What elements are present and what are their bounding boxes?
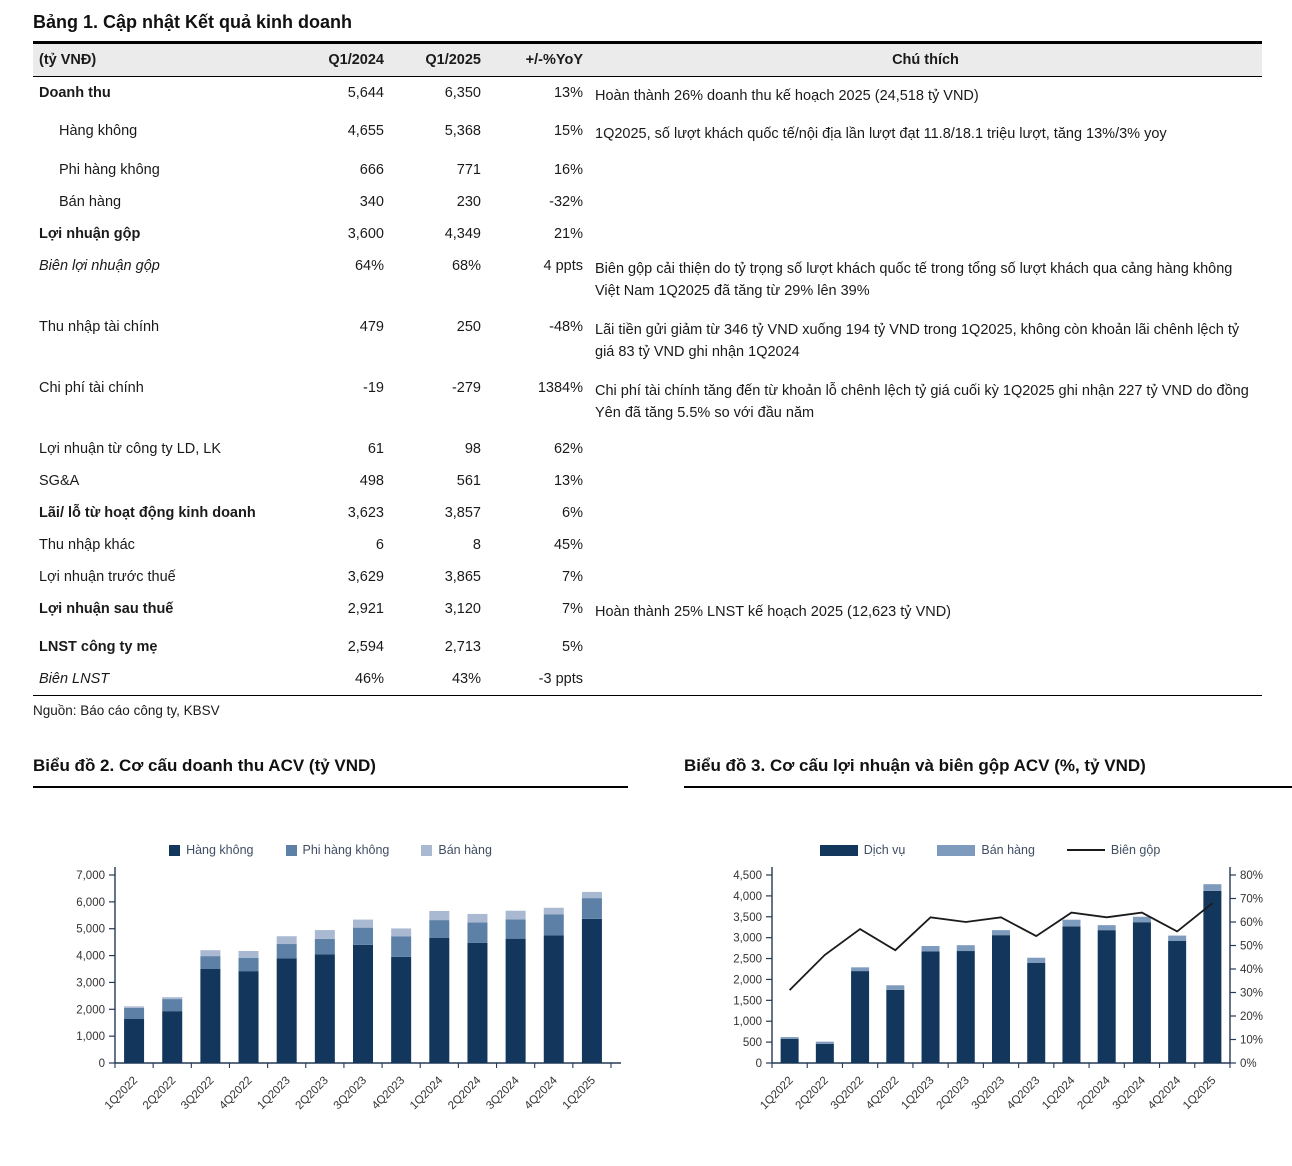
- svg-text:2,000: 2,000: [76, 1004, 105, 1017]
- legend-swatch-icon: [421, 845, 432, 856]
- value-q1-2025: 6,350: [444, 85, 481, 101]
- svg-text:1,500: 1,500: [733, 995, 762, 1008]
- svg-text:3Q2023: 3Q2023: [331, 1074, 370, 1113]
- row-note: [589, 218, 1262, 250]
- row-label: Hàng không: [59, 123, 138, 140]
- row-label: Lãi/ lỗ từ hoạt động kinh doanh: [39, 504, 256, 521]
- value-q1-2025: 2,713: [444, 639, 481, 656]
- value-q1-2025: 3,120: [444, 600, 481, 617]
- svg-text:2Q2023: 2Q2023: [934, 1074, 972, 1113]
- table-title: Bảng 1. Cập nhật Kết quả kinh doanh: [33, 12, 353, 32]
- revenue-structure-chart: [33, 756, 628, 1166]
- row-label: Bán hàng: [59, 193, 122, 210]
- row-label: Biên LNST: [39, 671, 110, 688]
- row-note: [589, 497, 1262, 529]
- svg-text:6,000: 6,000: [76, 897, 105, 910]
- table-row: [33, 77, 1262, 116]
- legend-item: [820, 843, 906, 857]
- row-note: [589, 631, 1262, 663]
- table-row: [33, 561, 1262, 593]
- row-label: Lợi nhuận từ công ty LD, LK: [39, 440, 222, 457]
- value-yoy: 45%: [553, 536, 583, 553]
- svg-text:1,000: 1,000: [76, 1031, 105, 1044]
- table-row: [33, 631, 1262, 663]
- row-label: Lợi nhuận trước thuế: [39, 568, 176, 585]
- profit-chart-svg: [684, 861, 1292, 1161]
- value-q1-2025: 3,857: [444, 504, 481, 521]
- value-q1-2024: 3,600: [347, 225, 384, 242]
- col-header-note: Chú thích: [589, 43, 1262, 77]
- value-q1-2024: 3,623: [347, 504, 384, 521]
- value-q1-2024: -19: [363, 379, 384, 396]
- legend-label: Bán hàng: [438, 843, 492, 858]
- row-note: [589, 529, 1262, 561]
- svg-text:4,000: 4,000: [733, 891, 762, 904]
- svg-text:40%: 40%: [1240, 964, 1264, 977]
- legend-label: Biên gộp: [1110, 843, 1161, 858]
- row-note: Hoàn thành 26% doanh thu kế hoạch 2025 (24,518 tỷ VND): [595, 88, 979, 104]
- col-header-q1-2024: Q1/2024: [295, 43, 390, 77]
- svg-text:4,500: 4,500: [733, 870, 762, 883]
- value-q1-2024: 5,644: [347, 85, 384, 101]
- value-yoy: 4 ppts: [543, 257, 583, 274]
- svg-text:70%: 70%: [1240, 893, 1264, 906]
- svg-text:1Q2024: 1Q2024: [1040, 1074, 1078, 1113]
- svg-text:3Q2022: 3Q2022: [179, 1074, 217, 1113]
- legend-item: [421, 843, 492, 857]
- row-label: Phi hàng không: [59, 161, 160, 178]
- row-label: Biên lợi nhuận gộp: [39, 257, 160, 274]
- row-label: SG&A: [39, 472, 80, 489]
- svg-text:3,000: 3,000: [733, 932, 762, 945]
- value-q1-2024: 479: [359, 318, 384, 335]
- svg-text:4Q2022: 4Q2022: [217, 1074, 255, 1113]
- legend-item: [937, 843, 1035, 857]
- svg-text:4Q2023: 4Q2023: [1004, 1074, 1043, 1113]
- value-yoy: -32%: [549, 193, 583, 210]
- value-yoy: 7%: [562, 568, 583, 585]
- svg-text:2,500: 2,500: [733, 953, 762, 966]
- svg-text:4Q2023: 4Q2023: [369, 1074, 408, 1113]
- value-yoy: 62%: [553, 440, 583, 457]
- value-q1-2025: 8: [472, 536, 481, 553]
- svg-text:0: 0: [755, 1058, 762, 1071]
- table-row: [33, 372, 1262, 433]
- table-row: [33, 218, 1262, 250]
- svg-text:4Q2024: 4Q2024: [522, 1074, 560, 1113]
- value-yoy: 13%: [553, 85, 583, 101]
- row-note: [589, 561, 1262, 593]
- svg-text:500: 500: [742, 1037, 762, 1050]
- svg-text:2Q2024: 2Q2024: [446, 1074, 484, 1113]
- svg-text:1Q2022: 1Q2022: [758, 1074, 796, 1113]
- svg-text:60%: 60%: [1240, 917, 1264, 930]
- source-note: Nguồn: Báo cáo công ty, KBSV: [33, 703, 220, 719]
- table-row: [33, 663, 1262, 696]
- value-q1-2025: 68%: [451, 257, 481, 274]
- value-q1-2024: 6: [375, 536, 384, 553]
- results-table-section: [33, 12, 1262, 718]
- legend-swatch-icon: [937, 845, 975, 856]
- value-q1-2024: 61: [367, 440, 384, 457]
- svg-text:4,000: 4,000: [76, 950, 105, 963]
- svg-text:10%: 10%: [1240, 1034, 1264, 1047]
- value-yoy: 5%: [562, 639, 583, 656]
- row-label: Lợi nhuận gộp: [39, 225, 141, 242]
- row-note: [589, 433, 1262, 465]
- svg-text:80%: 80%: [1240, 870, 1264, 883]
- table-row: [33, 186, 1262, 218]
- table-row: [33, 529, 1262, 561]
- legend-label: Phi hàng không: [302, 843, 390, 858]
- value-q1-2024: 4,655: [347, 123, 384, 140]
- row-note: [589, 186, 1262, 218]
- value-q1-2025: 3,865: [444, 568, 481, 585]
- col-header-unit: (tỷ VNĐ): [33, 43, 295, 77]
- table-row: [33, 593, 1262, 631]
- value-q1-2025: 4,349: [444, 225, 481, 242]
- value-q1-2025: 250: [456, 318, 481, 335]
- table-row: [33, 497, 1262, 529]
- table-header: [33, 43, 1262, 77]
- svg-text:1Q2023: 1Q2023: [899, 1074, 937, 1113]
- value-q1-2025: 43%: [451, 671, 481, 688]
- svg-text:1,000: 1,000: [733, 1016, 762, 1029]
- value-q1-2024: 3,629: [347, 568, 384, 585]
- svg-text:1Q2023: 1Q2023: [255, 1074, 293, 1113]
- svg-text:50%: 50%: [1240, 940, 1264, 953]
- value-q1-2025: 771: [456, 161, 481, 178]
- svg-text:2Q2022: 2Q2022: [793, 1074, 831, 1113]
- value-q1-2024: 2,921: [347, 600, 384, 617]
- svg-text:30%: 30%: [1240, 987, 1264, 1000]
- value-yoy: -3 ppts: [538, 671, 583, 688]
- value-q1-2025: 561: [456, 472, 481, 489]
- chart2-legend: [33, 843, 628, 857]
- legend-label: Dịch vụ: [863, 843, 906, 858]
- legend-swatch-icon: [286, 845, 297, 856]
- row-note: [589, 465, 1262, 497]
- chart3-title: Biểu đồ 3. Cơ cấu lợi nhuận và biên gộp ACV (%, tỷ VND): [684, 756, 1292, 788]
- row-note: 1Q2025, số lượt khách quốc tế/nội địa lần lượt đạt 11.8/18.1 triệu lượt, tăng 13%/3% yoy: [595, 126, 1167, 143]
- col-header-yoy: +/-%YoY: [487, 43, 589, 77]
- svg-text:4Q2024: 4Q2024: [1145, 1074, 1184, 1113]
- value-yoy: 7%: [562, 600, 583, 617]
- chart3-legend: [684, 843, 1292, 857]
- col-header-q1-2025: Q1/2025: [390, 43, 487, 77]
- svg-text:2,000: 2,000: [733, 974, 762, 987]
- value-q1-2024: 64%: [354, 257, 384, 274]
- svg-text:5,000: 5,000: [76, 923, 105, 936]
- value-yoy: -48%: [549, 318, 583, 335]
- legend-swatch-icon: [820, 845, 858, 856]
- value-q1-2024: 666: [359, 161, 384, 178]
- svg-text:2Q2024: 2Q2024: [1075, 1074, 1113, 1113]
- legend-label: Hàng không: [186, 843, 254, 858]
- value-q1-2024: 340: [359, 193, 384, 210]
- profit-margin-chart: [684, 756, 1292, 1166]
- svg-text:0%: 0%: [1240, 1058, 1257, 1071]
- value-yoy: 16%: [553, 161, 583, 178]
- svg-text:1Q2025: 1Q2025: [1181, 1074, 1219, 1113]
- legend-label: Bán hàng: [981, 843, 1035, 858]
- svg-text:4Q2022: 4Q2022: [863, 1074, 902, 1113]
- svg-text:3,500: 3,500: [733, 911, 762, 924]
- charts-section: [33, 756, 1262, 1166]
- table-row: [33, 115, 1262, 153]
- value-q1-2024: 2,594: [347, 639, 384, 656]
- value-q1-2025: 5,368: [444, 123, 481, 140]
- table-row: [33, 154, 1262, 186]
- row-note: Lãi tiền gửi giảm từ 346 tỷ VND xuống 194 tỷ VND trong 1Q2025, không còn khoản lãi chênh lệch tỷ giá 83 tỷ VND ghi nhận 1Q2024: [595, 321, 1240, 361]
- table-row: [33, 465, 1262, 497]
- row-note: [589, 154, 1262, 186]
- svg-text:3Q2024: 3Q2024: [1110, 1074, 1149, 1113]
- row-label: Doanh thu: [39, 85, 111, 101]
- legend-swatch-icon: [1067, 849, 1105, 851]
- value-yoy: 1384%: [537, 379, 583, 396]
- legend-item: [169, 843, 253, 857]
- svg-text:20%: 20%: [1240, 1011, 1264, 1024]
- value-yoy: 15%: [553, 123, 583, 140]
- results-table: [33, 41, 1262, 696]
- svg-text:0: 0: [98, 1058, 105, 1071]
- legend-item: [1067, 843, 1160, 857]
- value-q1-2024: 498: [359, 472, 384, 489]
- row-note: [589, 663, 1262, 696]
- row-label: Thu nhập khác: [39, 536, 135, 553]
- table-row: [33, 311, 1262, 372]
- row-note: Chi phí tài chính tăng đến từ khoản lỗ chênh lệch tỷ giá cuối kỳ 1Q2025 ghi nhận 227 tỷ VND do đồng Yên đã tăng 5.5% so với đầu năm: [595, 382, 1249, 422]
- value-q1-2024: 46%: [354, 671, 384, 688]
- revenue-chart-svg: [33, 861, 628, 1161]
- legend-swatch-icon: [169, 845, 180, 856]
- table-row: [33, 433, 1262, 465]
- legend-item: [286, 843, 390, 857]
- value-q1-2025: 230: [456, 193, 481, 210]
- table-body: [33, 77, 1262, 696]
- svg-text:7,000: 7,000: [76, 870, 105, 883]
- value-yoy: 6%: [562, 504, 583, 521]
- row-label: Lợi nhuận sau thuế: [39, 600, 174, 617]
- row-label: LNST công ty mẹ: [39, 639, 158, 656]
- value-yoy: 21%: [553, 225, 583, 242]
- chart2-title: Biểu đồ 2. Cơ cấu doanh thu ACV (tỷ VND): [33, 756, 628, 788]
- row-label: Chi phí tài chính: [39, 379, 144, 396]
- row-note: Biên gộp cải thiện do tỷ trọng số lượt khách quốc tế trong tổng số lượt khách qua cảng hàng không Việt Nam 1Q2025 đã tăng từ 29% lên 39%: [595, 260, 1233, 300]
- svg-text:3Q2023: 3Q2023: [969, 1074, 1008, 1113]
- svg-text:3,000: 3,000: [76, 977, 105, 990]
- svg-text:2Q2023: 2Q2023: [293, 1074, 331, 1113]
- svg-text:1Q2022: 1Q2022: [102, 1074, 141, 1113]
- svg-text:2Q2022: 2Q2022: [140, 1074, 179, 1113]
- value-q1-2025: 98: [464, 440, 481, 457]
- row-label: Thu nhập tài chính: [39, 318, 160, 335]
- svg-text:3Q2022: 3Q2022: [828, 1074, 867, 1113]
- row-note: Hoàn thành 25% LNST kế hoạch 2025 (12,623 tỷ VND): [595, 603, 952, 620]
- svg-text:3Q2024: 3Q2024: [484, 1074, 522, 1113]
- svg-text:1Q2025: 1Q2025: [560, 1074, 599, 1113]
- table-row: [33, 250, 1262, 311]
- svg-text:1Q2024: 1Q2024: [407, 1074, 446, 1113]
- value-q1-2025: -279: [451, 379, 481, 396]
- value-yoy: 13%: [553, 472, 583, 489]
